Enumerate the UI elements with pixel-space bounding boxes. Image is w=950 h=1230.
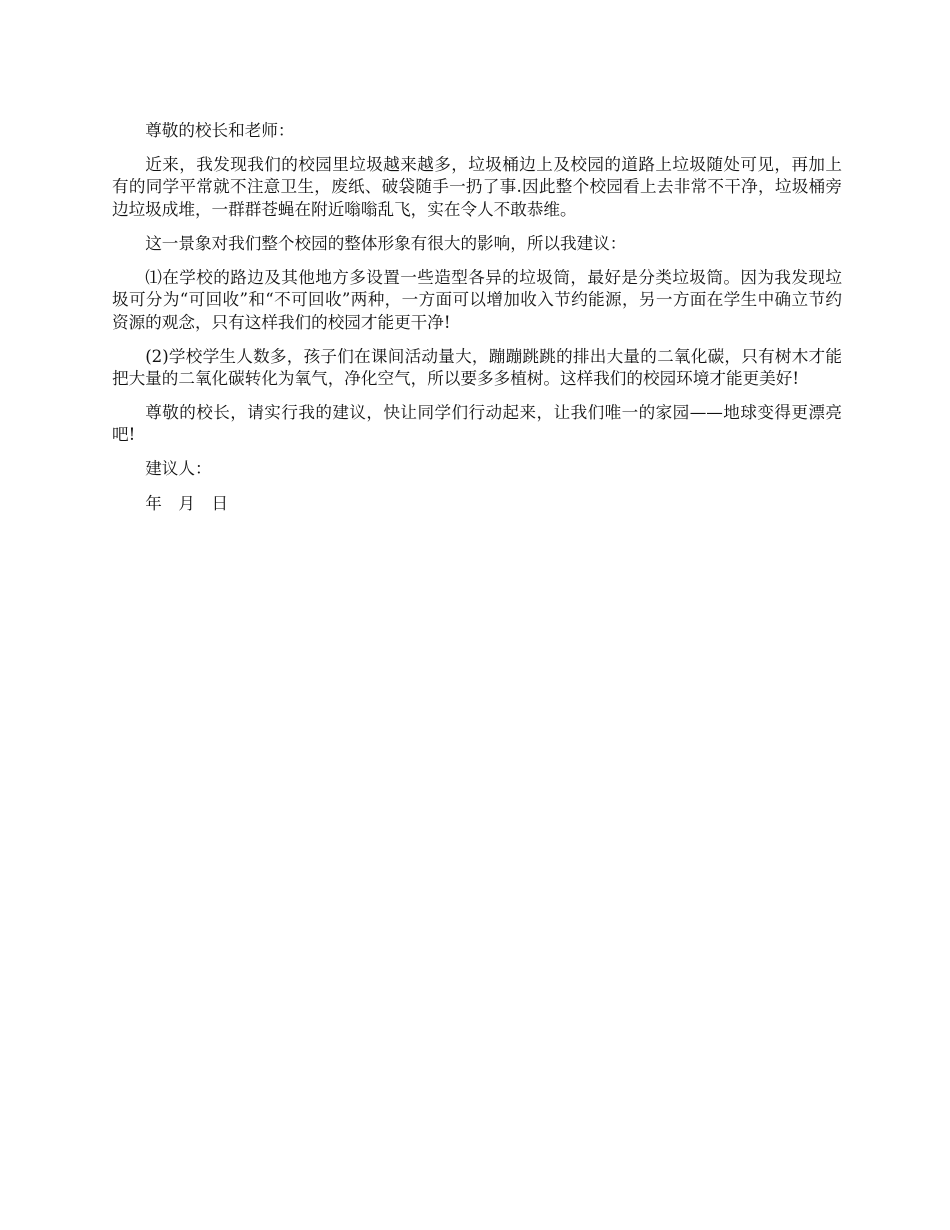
signature-line: 建议人： [145, 459, 212, 479]
date-line: 年 月 日 [145, 493, 229, 513]
paragraph-suggestion-1: ⑴在学校的路边及其他地方多设置一些造型各异的垃圾筒，最好是分类垃圾筒。因为我发现垃圾可分为“可回收”和“不可回收”两种，一方面可以增加收入节约能源，另一方面在学生中确立节约资源的观念，只有这样我们的校园才能更干净! [112, 267, 842, 332]
paragraph-intro: 近来，我发现我们的校园里垃圾越来越多，垃圾桶边上及校园的道路上垃圾随处可见，再加上有的同学平常就不注意卫生，废纸、破袋随手一扔了事.因此整个校园看上去非常不干净，垃圾桶旁边垃圾成堆，一群群苍蝇在附近嗡嗡乱飞，实在令人不敢恭维。 [112, 155, 842, 219]
paragraph-closing: 尊敬的校长，请实行我的建议，快让同学们行动起来，让我们唯一的家园——地球变得更漂亮吧! [112, 403, 842, 445]
salutation: 尊敬的校长和老师： [145, 121, 295, 140]
paragraph-suggestion-lead: 这一景象对我们整个校园的整体形象有很大的影响，所以我建议： [145, 233, 627, 253]
letter-body [112, 120, 842, 527]
paragraph-suggestion-2: (2)学校学生人数多，孩子们在课间活动量大，蹦蹦跳跳的排出大量的二氧化碳，只有树木才能把大量的二氧化碳转化为氧气，净化空气，所以要多多植树。这样我们的校园环境才能更美好! [112, 346, 842, 389]
